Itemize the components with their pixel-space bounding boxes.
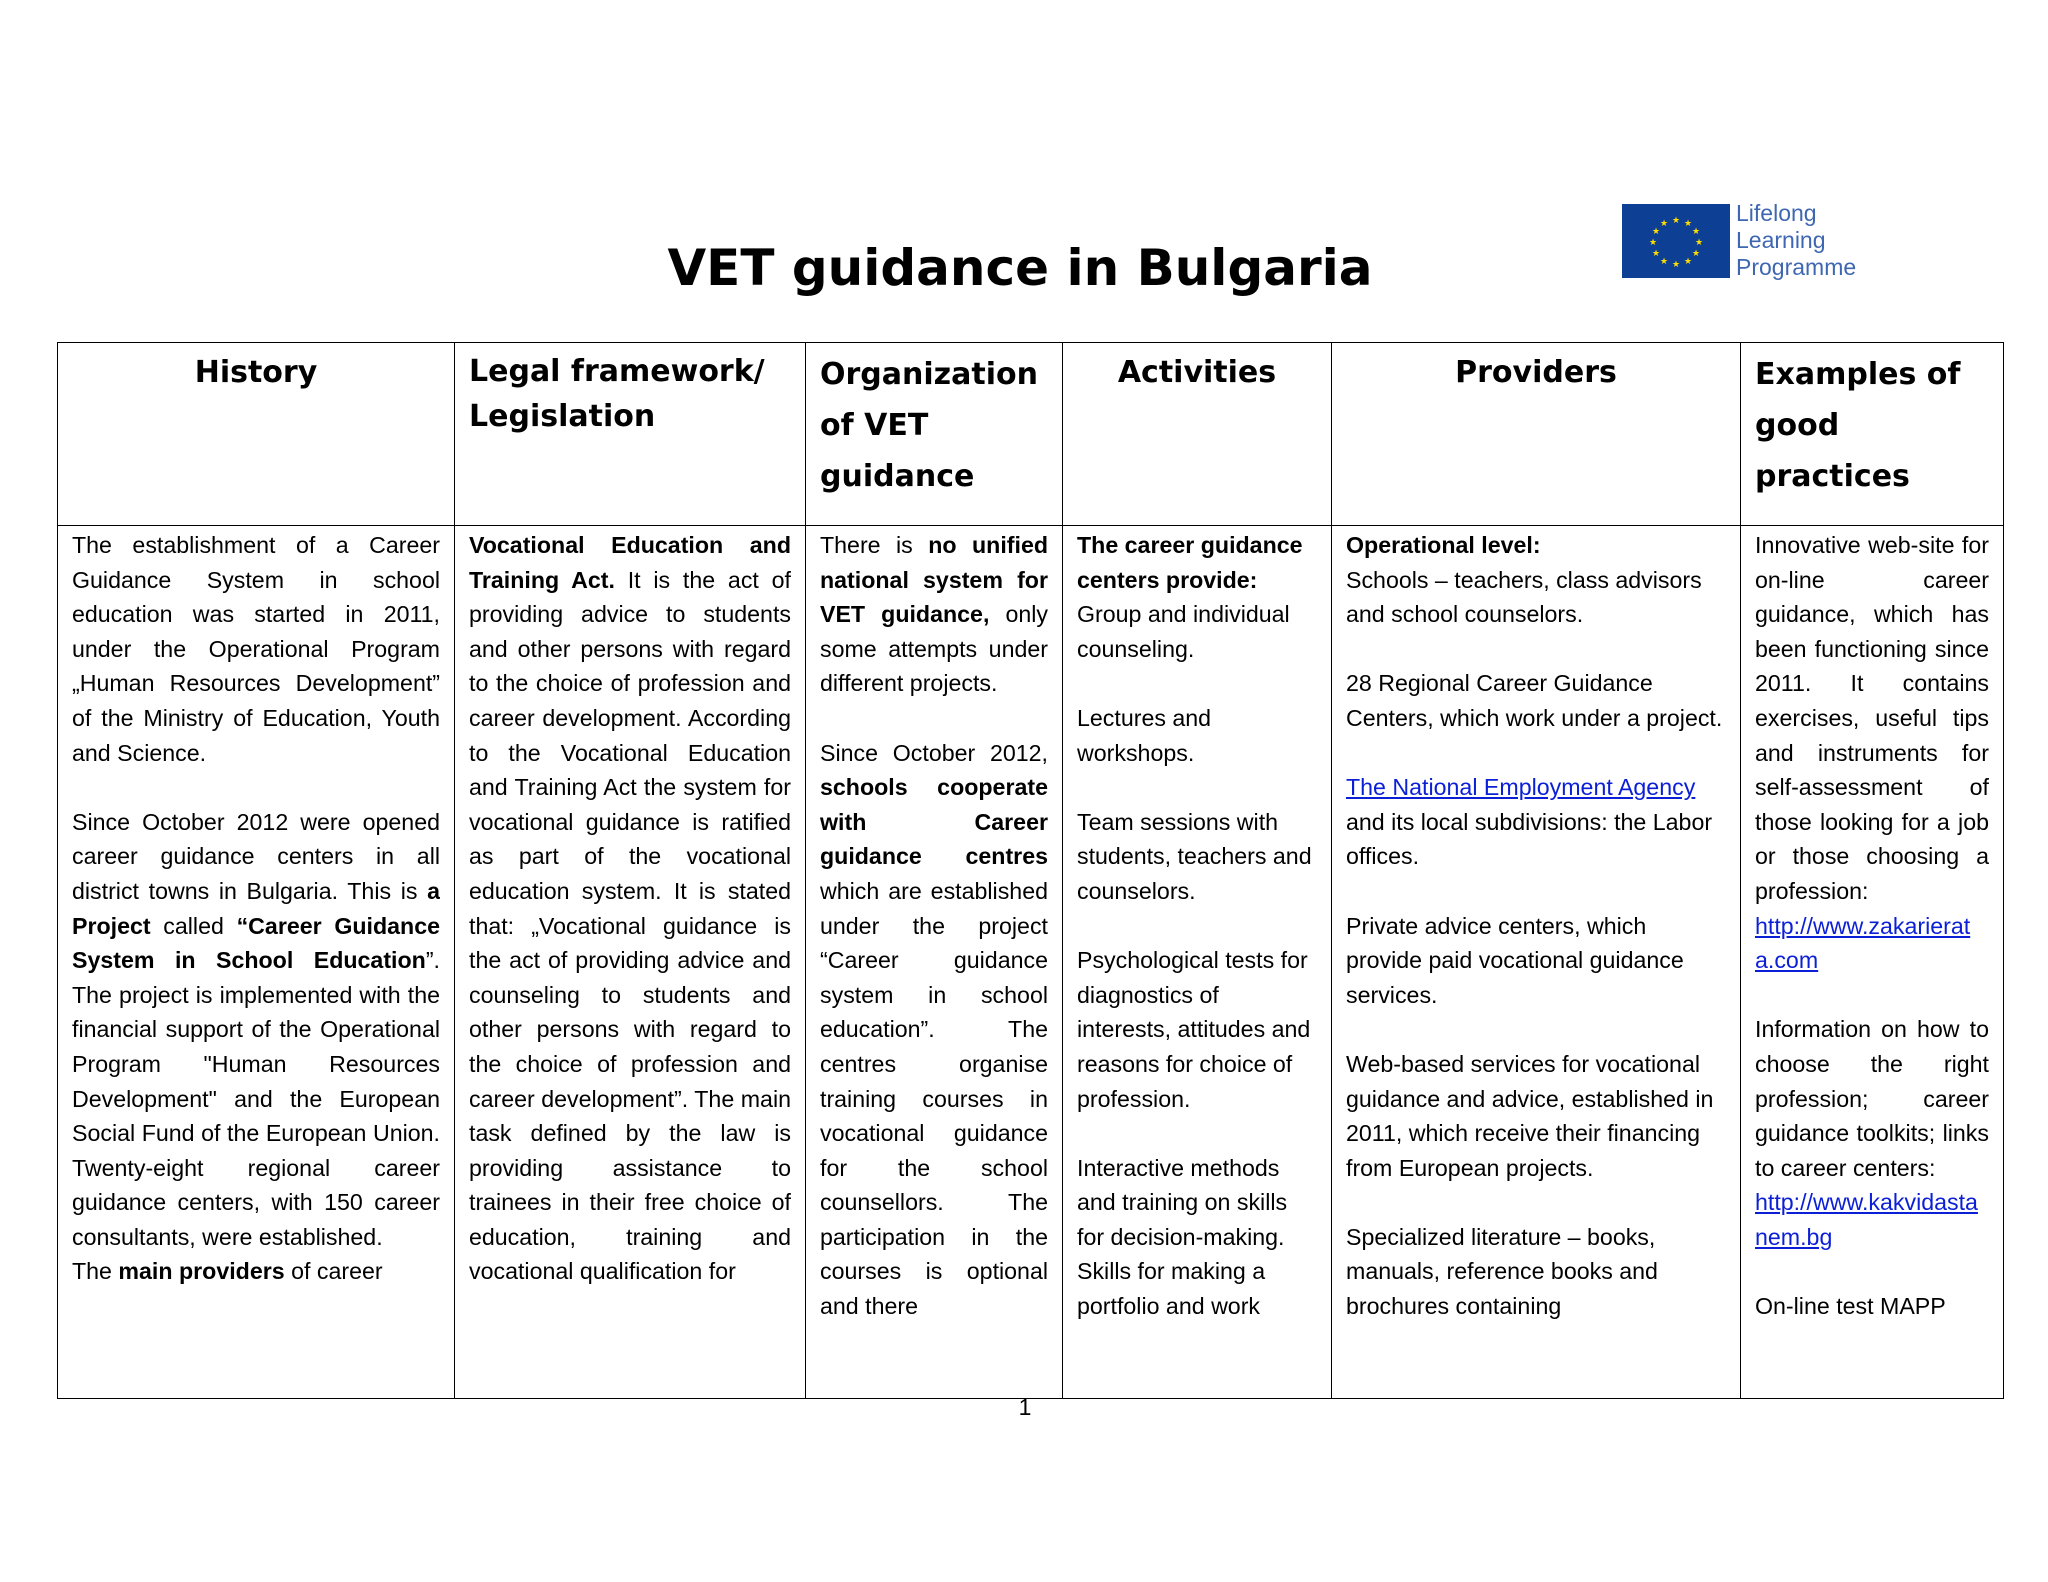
logo-line-2: Learning: [1736, 227, 1826, 253]
activities-list-item: Psychological tests for diagnostics of interests, attitudes and reasons for choice of profession.: [1077, 947, 1311, 1112]
examples-paragraph-3: On-line test MAPP: [1755, 1293, 1946, 1320]
cell-organization: [806, 526, 1063, 1399]
cell-providers: [1332, 526, 1741, 1399]
eu-flag-icon: [1622, 204, 1730, 278]
activities-list-item: Interactive methods and training on skills for decision-making. Skills for making a portfolio and work: [1077, 1154, 1288, 1320]
page-number: 1: [1018, 1394, 1032, 1420]
legal-paragraph: Vocational Education and Training Act. It is the act of providing advice to students and other persons with regard to the choice of profession and career development. According to the Vocational Education and Training Act the system for vocational guidance is ratified as part of the vocational education system. It is stated that: „Vocational guidance is the act of providing advice and counseling to students and other persons with regard to the choice of profession and career development”. The main task defined by the law is providing assistance to trainees in their free choice of education, training and vocational qualification for: [469, 532, 791, 1285]
header-organization: Organization of VET guidance: [806, 343, 1063, 526]
activities-list-item: Lectures and workshops.: [1077, 704, 1212, 766]
cell-legal-framework: [455, 526, 806, 1399]
history-paragraph-1: The establishment of a Career Guidance System in school education was started in 2011, under the Operational Program „Human Resources Development” of the Ministry of Education, Youth and Science.: [72, 532, 440, 766]
svg-text:★: ★: [1683, 219, 1693, 229]
providers-list-item: The National Employment Agency and its local subdivisions: the Labor offices.: [1346, 774, 1713, 870]
providers-list-item: 28 Regional Career Guidance Centers, which work under a project.: [1346, 670, 1723, 731]
svg-text:★: ★: [1651, 249, 1661, 259]
svg-text:★: ★: [1691, 249, 1701, 259]
activities-heading: The career guidance centers provide:: [1077, 532, 1303, 593]
act-title: Vocational Education and Training Act.: [469, 532, 791, 593]
lifelong-learning-logo: [1622, 200, 1882, 290]
kakvidastanem-link[interactable]: http://www.kakvidastanem.bg: [1755, 1189, 1978, 1250]
providers-list-item: Specialized literature – books, manuals, reference books and brochures containing: [1346, 1223, 1658, 1320]
header-history: History: [58, 343, 455, 526]
examples-link-wrapper: [1755, 909, 1989, 978]
vet-guidance-table: [57, 342, 2004, 1399]
zakarierata-link[interactable]: http://www.zakarierata.com: [1755, 912, 1971, 974]
svg-text:★: ★: [1659, 257, 1669, 267]
header-providers: Providers: [1332, 343, 1741, 526]
svg-text:★: ★: [1694, 238, 1704, 248]
svg-text:★: ★: [1659, 219, 1669, 229]
cell-history: [58, 526, 455, 1399]
header-activities: Activities: [1063, 343, 1332, 526]
providers-heading: Operational level:: [1346, 532, 1541, 558]
organization-paragraph-1: There is no unified national system for VET guidance, only some attempts under different projects.: [820, 532, 1048, 697]
header-examples: Examples of good practices: [1741, 343, 2004, 526]
cell-examples: [1741, 526, 2004, 1399]
activities-list-item: Team sessions with students, teachers and counselors.: [1077, 808, 1312, 904]
examples-paragraph-1: Innovative web-site for on-line career guidance, which has been functioning since 2011. It contains exercises, useful tips and instruments for self-assessment of those looking for a job or those choosing a profession:: [1755, 532, 1989, 904]
examples-link-wrapper: [1755, 1185, 1989, 1254]
providers-list-item: Operational level: Schools – teachers, class advisors and school counselors.: [1346, 532, 1702, 628]
page-title: VET guidance in Bulgaria: [667, 239, 1373, 297]
organization-paragraph-2: Since October 2012, schools cooperate with Career guidance centres which are established under the project “Career guidance system in school education”. The centres organise training courses in vocational guidance for the school counsellors. The participation in the courses is optional and there: [820, 739, 1048, 1320]
providers-list-item: Private advice centers, which provide paid vocational guidance services.: [1346, 912, 1684, 1008]
table-row: [58, 526, 2004, 1399]
svg-text:★: ★: [1671, 260, 1681, 270]
eu-stars-icon: [1622, 204, 1730, 278]
cell-activities: [1063, 526, 1332, 1399]
svg-text:★: ★: [1691, 227, 1701, 237]
examples-paragraph-2: Information on how to choose the right profession; career guidance toolkits; links to career centers:: [1755, 1016, 1989, 1181]
national-employment-agency-link[interactable]: The National Employment Agency: [1346, 774, 1696, 801]
svg-text:★: ★: [1671, 216, 1681, 226]
svg-text:★: ★: [1683, 257, 1693, 267]
header-legal-framework: Legal framework/ Legislation: [455, 343, 806, 526]
logo-text: [1736, 200, 1856, 281]
svg-text:★: ★: [1651, 227, 1661, 237]
providers-list-item: Web-based services for vocational guidance and advice, established in 2011, which receive their financing from European projects.: [1346, 1050, 1714, 1181]
history-paragraph-2: Since October 2012 were opened career guidance centers in all district towns in Bulgaria. This is a Project called “Career Guidance System in School Education”. The project is implemented with the financial support of the Operational Program "Human Resources Development" and the European Social Fund of the European Union. Twenty-eight regional career guidance centers, with 150 career consultants, were established. The main providers of career: [72, 808, 440, 1285]
logo-line-3: Programme: [1736, 254, 1857, 280]
svg-text:★: ★: [1648, 238, 1658, 248]
table-header-row: [58, 343, 2004, 526]
logo-line-1: Lifelong: [1736, 200, 1817, 226]
activities-list-item: The career guidance centers provide: Group and individual counseling.: [1077, 532, 1303, 662]
